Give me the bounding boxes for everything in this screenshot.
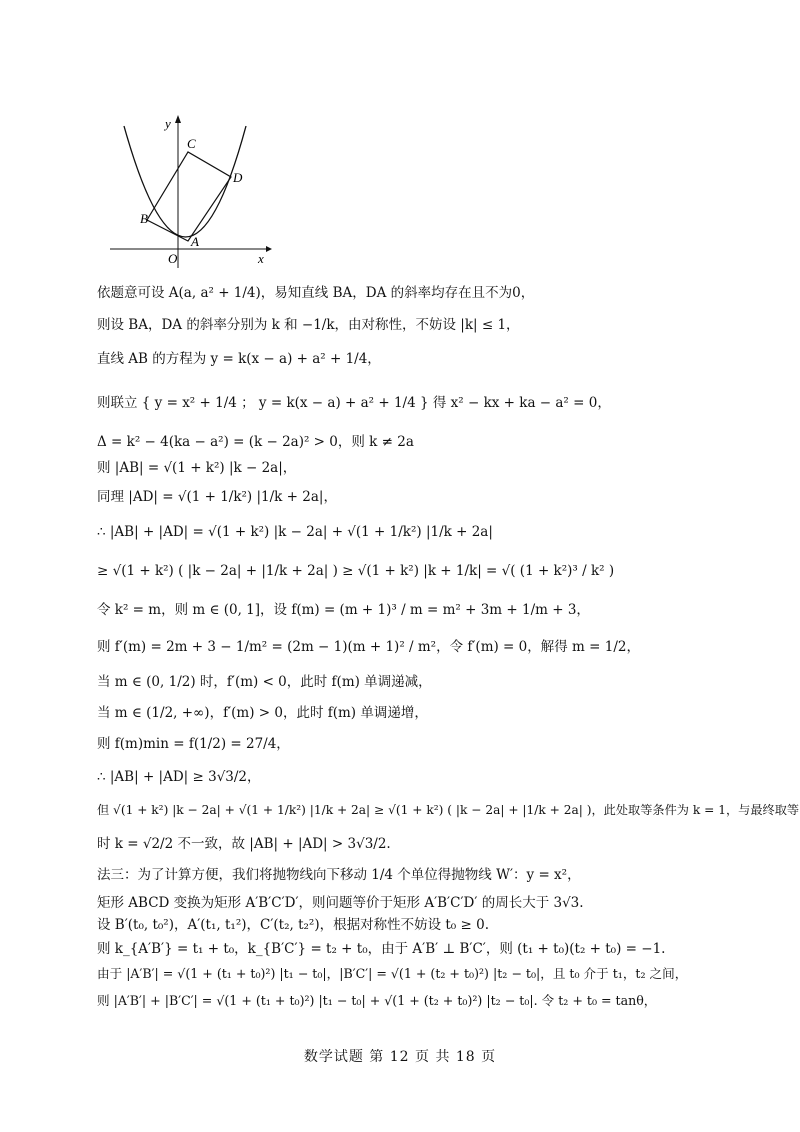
solution-line: 则 f(m)min = f(1/2) = 27/4， <box>97 736 290 752</box>
label-d: D <box>233 170 243 185</box>
solution-line: 直线 AB 的方程为 y = k(x − a) + a² + 1/4， <box>97 351 381 367</box>
page-footer: 数学试题 第 12 页 共 18 页 <box>303 1049 497 1065</box>
label-y: y <box>165 116 171 131</box>
solution-line: 由于 |A′B′| = √(1 + (t₁ + t₀)²) |t₁ − t₀|，|B′C′| = √(1 + (t₂ + t₀)²) |t₂ − t₀|，且 t₀ 介于 t₁，t₂ 之间， <box>97 966 688 981</box>
solution-line: 设 B′(t₀, t₀²)，A′(t₁, t₁²)，C′(t₂, t₂²)，根据对称性不妨设 t₀ ≥ 0. <box>97 917 489 933</box>
x-axis-arrow <box>266 246 272 252</box>
solution-line: 时 k = √2/2 不一致，故 |AB| + |AD| > 3√3/2. <box>97 836 391 852</box>
solution-line: 则 f′(m) = 2m + 3 − 1/m² = (2m − 1)(m + 1)² / m²，令 f′(m) = 0，解得 m = 1/2， <box>97 639 640 655</box>
label-b: B <box>140 211 148 226</box>
solution-line: 令 k² = m，则 m ∈ (0, 1]，设 f(m) = (m + 1)³ / m = m² + 3m + 1/m + 3， <box>97 602 590 618</box>
solution-line: 则 |A′B′| + |B′C′| = √(1 + (t₁ + t₀)²) |t₁ − t₀| + √(1 + (t₂ + t₀)²) |t₂ − t₀|. 令 t₂ + t₀ = tanθ， <box>97 993 657 1008</box>
solution-line: 当 m ∈ (1/2, +∞)，f′(m) > 0，此时 f(m) 单调递增， <box>97 705 428 721</box>
solution-line: 则 k_{A′B′} = t₁ + t₀，k_{B′C′} = t₂ + t₀，由于 A′B′ ⊥ B′C′，则 (t₁ + t₀)(t₂ + t₀) = −1. <box>97 941 666 957</box>
solution-line: ≥ √(1 + k²) ( |k − 2a| + |1/k + 2a| ) ≥ √(1 + k²) |k + 1/k| = √( (1 + k²)³ / k² ) <box>97 563 615 579</box>
rectangle-abcd <box>147 152 231 241</box>
label-x: x <box>258 251 264 266</box>
solution-line: 法三：为了计算方便，我们将抛物线向下移动 1/4 个单位得抛物线 W′：y = x²， <box>97 867 581 883</box>
solution-line: 同理 |AD| = √(1 + 1/k²) |1/k + 2a|， <box>97 489 337 505</box>
solution-line: ∴ |AB| + |AD| ≥ 3√3/2， <box>97 769 261 785</box>
solution-line: Δ = k² − 4(ka − a²) = (k − 2a)² > 0，则 k ≠ 2a <box>97 434 414 450</box>
solution-line: ∴ |AB| + |AD| = √(1 + k²) |k − 2a| + √(1 + 1/k²) |1/k + 2a| <box>97 524 493 540</box>
solution-line: 当 m ∈ (0, 1/2) 时，f′(m) < 0，此时 f(m) 单调递减， <box>97 674 432 690</box>
label-origin: O <box>168 251 178 266</box>
solution-line: 则设 BA，DA 的斜率分别为 k 和 −1/k，由对称性，不妨设 |k| ≤ 1， <box>97 317 520 333</box>
solution-line: 但 √(1 + k²) |k − 2a| + √(1 + 1/k²) |1/k + 2a| ≥ √(1 + k²) ( |k − 2a| + |1/k + 2a| )，此处取等条件为 k = 1，与最终取等 <box>97 803 800 817</box>
label-c: C <box>187 136 196 151</box>
solution-line: 则 |AB| = √(1 + k²) |k − 2a|， <box>97 460 297 476</box>
solution-line: 矩形 ABCD 变换为矩形 A′B′C′D′，则问题等价于矩形 A′B′C′D′ 的周长大于 3√3. <box>97 895 584 911</box>
label-a: A <box>191 234 199 249</box>
solution-line: 依题意可设 A(a, a² + 1/4)，易知直线 BA，DA 的斜率均存在且不为0， <box>97 285 535 301</box>
parabola-figure <box>104 110 274 270</box>
solution-line: 则联立 { y = x² + 1/4 ； y = k(x − a) + a² + 1/4 } 得 x² − kx + ka − a² = 0， <box>97 395 611 411</box>
parabola-diagram <box>104 110 274 270</box>
y-axis-arrow <box>175 115 181 123</box>
